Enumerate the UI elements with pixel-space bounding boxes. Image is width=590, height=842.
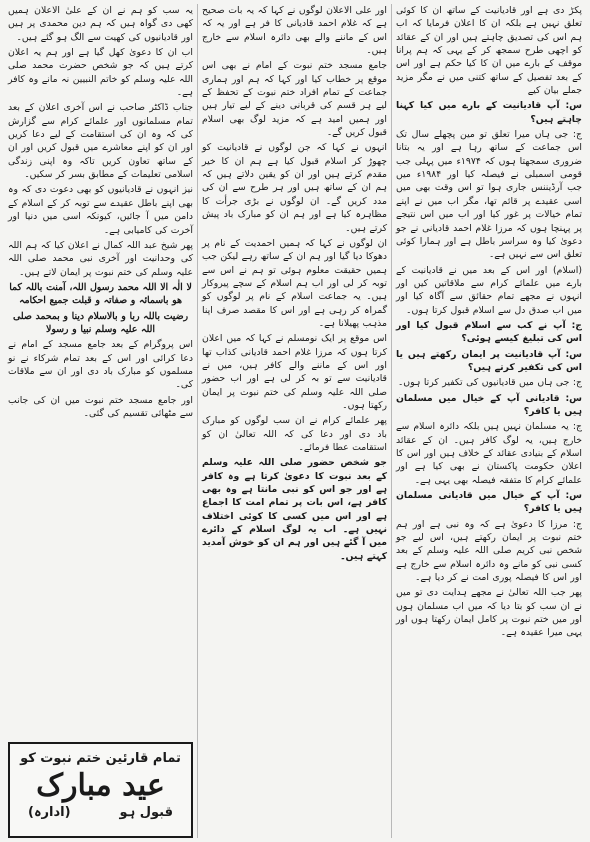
paragraph: پھر شیخ عبد اللہ کمال نے اعلان کیا کہ ہم اللہ کی وحدانیت اور آخری نبی محمد صلی اللہ علیہ وسلم کی ختم نبوت پر ایمان لاتے ہیں۔ bbox=[8, 239, 193, 278]
paragraph: اس پروگرام کے بعد جامع مسجد کے امام نے دعا کرائی اور اس کے بعد تمام شرکاء نے نو مسلموں کو مبارک باد دی اور ان سے ملاقات کی۔ bbox=[8, 339, 193, 391]
eid-greeting-box bbox=[8, 742, 193, 838]
right-column bbox=[392, 4, 586, 838]
paragraph: جناب ڈاکٹر صاحب نے اس آخری اعلان کے بعد تمام مسلمانوں اور علمائے کرام سے گزارش کی کہ وہ ان کی استقامت کے لیے دعا کریں اور ان کو اپنے معاشرے میں قبول کریں اور ان کے ساتھ تعاون کریں تاکہ وہ اپنی زندگی اسلامی تعلیمات کے مطابق بسر کر سکیں۔ bbox=[8, 102, 193, 181]
paragraph: پھر علمائے کرام نے ان سب لوگوں کو مبارک باد دی اور دعا کی کہ اللہ تعالیٰ ان کو استقامت عطا فرمائے۔ bbox=[202, 415, 387, 453]
paragraph: اب ان کا دعویٰ کھل گیا ہے اور ہم یہ اعلان کرتے ہیں کہ جو شخص حضرت محمد صلی اللہ علیہ وسلم کو خاتم النبیین نہ مانے وہ کافر ہے۔ bbox=[8, 47, 193, 99]
paragraph: اور جامع مسجد ختم نبوت میں ان کی جانب سے مٹھائی تقسیم کی گئی۔ bbox=[8, 394, 193, 419]
answer: ج: جی ہاں میں قادیانیوں کی تکفیر کرتا ہوں۔ bbox=[397, 377, 582, 389]
question: س: قادیانی آپ کے خیال میں مسلمان ہیں یا کافر؟ bbox=[396, 392, 582, 417]
paragraph: (اسلام) اور اس کے بعد میں نے قادیانیت کے بارے میں علمائے کرام سے ملاقاتیں کیں اور انہوں نے مجھے تمام حقائق سے آگاہ کیا اور میں اب صدق دل سے اسلام قبول کرتا ہوں۔ bbox=[396, 264, 582, 316]
greeting-accept: قبول ہو bbox=[119, 805, 173, 820]
question: س: آپ قادیانیت پر ایمان رکھتے ہیں یا اس کی تکفیر کرتے ہیں؟ bbox=[396, 348, 582, 373]
greeting-footer bbox=[10, 804, 191, 822]
paragraph: پھر جب اللہ تعالیٰ نے مجھے ہدایت دی تو میں نے ان سب کو بتا دیا کہ میں اب مسلمان ہوں اور میں ختم نبوت پر کامل ایمان رکھتا ہوں اور یہی میرا عقیدہ ہے۔ bbox=[396, 587, 582, 639]
greeting-line-1: تمام قارئین ختم نبوت کو bbox=[20, 751, 181, 766]
kalima-text: رضیت باللہ ربا و بالاسلام دینا و بمحمد صلی اللہ علیہ وسلم نبیا و رسولا bbox=[13, 310, 188, 335]
answer: ج: جی ہاں میرا تعلق تو مین پچھلے سال تک اس جماعت کے ساتھ رہا ہے اور یہ بتانا ضروری سمجھتا ہوں کہ ۱۹۷۴ء میں پہلی جب قومی اسمبلی نے فیصلہ کیا اور ۱۹۸۴ء میں جب آرڈیننس جاری ہوا تو اس وقت بھی میں اسی عقیدے پر قائم تھا، مگر اب میں نے اپنے تمام خیالات پر غور کیا اور اب میں اس نتیجے پر پہنچا ہوں کہ مرزا غلام احمد قادیانی نے جو دعویٰ کیا وہ سراسر باطل ہے اور ہمارا کوئی تعلق اس سے نہیں ہے۔ bbox=[396, 129, 583, 261]
greeting-signature: (ادارہ) bbox=[28, 805, 71, 820]
answer: ج: مرزا کا دعویٰ ہے کہ وہ نبی ہے اور ہم ختم نبوت پر ایمان رکھتے ہیں، اس لیے جو شخص نبی کریم صلی اللہ علیہ وسلم کے بعد کسی نبی کو مانے وہ دائرہ اسلام سے خارج ہے اور اس کا فیصلہ پوری امت نے کر دیا ہے۔ bbox=[396, 518, 582, 584]
question: ج: آپ نے کب سے اسلام قبول کیا اور اس کی تبلیغ کیسے ہوئی؟ bbox=[396, 319, 582, 345]
middle-column bbox=[198, 4, 392, 838]
kalima-text: لا الٰہ الا اللہ محمد رسول اللہ، آمنت باللہ کما ھو باسمائہ و صفاتہ و قبلت جمیع احکامہ bbox=[9, 281, 192, 307]
greeting-title: عید مبارک bbox=[36, 768, 165, 803]
paragraph: نیز انہوں نے قادیانیوں کو بھی دعوت دی کہ وہ بھی اپنے باطل عقیدے سے توبہ کر کے اسلام کے دامن میں آ جائیں، کیونکہ اسی میں دنیا اور آخرت کی کامیابی ہے۔ bbox=[8, 184, 193, 236]
question: س: آپ قادیانیت کے بارے میں کیا کہنا چاہتے ہیں؟ bbox=[396, 100, 582, 125]
answer: ج: یہ مسلمان نہیں ہیں بلکہ دائرہ اسلام سے خارج ہیں، یہ لوگ کافر ہیں۔ ان کے عقائد اسلام کے بنیادی عقائد کے خلاف ہیں اور اس کا اعلان حکومت پاکستان نے بھی کیا ہے اور علمائے کرام کا متفقہ فیصلہ بھی یہی ہے۔ bbox=[396, 421, 582, 486]
paragraph: ان لوگوں نے کہا کہ ہمیں احمدیت کے نام پر دھوکا دیا گیا اور ہم ان کے ساتھ رہے لیکن جب ہمیں حقیقت معلوم ہوئی تو ہم نے اس سے توبہ کر لی اور اب ہم اسلام کے سچے پیروکار ہیں۔ یہ جماعت اسلام کے نام پر لوگوں کو گمراہ کر رہی ہے اور اس کا مقصد صرف اپنا مذہب پھیلانا ہے۔ bbox=[202, 237, 387, 329]
paragraph: یہ سب کو ہم نے ان کے علیٰ الاعلان ہمیں کھی دی گواہ ہیں کہ ہم دین محمدی پر ہیں اور قادیانیوں کی کھیت سے الگ ہو گئے ہیں۔ bbox=[8, 5, 193, 43]
paragraph: اور علی الاعلان لوگوں نے کہا کہ یہ بات صحیح ہے کہ غلام احمد قادیانی کا فر ہے اور یہ کہ اس کے ماننے والے بھی دائرہ اسلام سے خارج ہیں۔ bbox=[202, 5, 387, 57]
paragraph: جو شخص حضور صلی اللہ علیہ وسلم کے بعد نبوت کا دعویٰ کرتا ہے وہ کافر ہے اور جو اس کو نبی مانتا ہے وہ بھی کافر ہے، اس بات پر تمام امت کا اجماع ہے اور اس میں کسی کا کوئی اختلاف نہیں ہے۔ اب یہ لوگ اسلام کے دائرے میں آ گئے ہیں اور ہم ان کو خوش آمدید کہتے ہیں۔ bbox=[202, 457, 387, 562]
paragraph: انہوں نے کہا کہ جن لوگوں نے قادیانیت کو چھوڑ کر اسلام قبول کیا ہے ہم ان کا خیر مقدم کرتے ہیں اور ان کو یقین دلاتے ہیں کہ ہم ان کے ساتھ ہیں اور ہر طرح سے ان کی مدد کریں گے۔ ان لوگوں نے بڑی جرأت کا مظاہرہ کیا ہے اور ہم ان کو مبارک باد پیش کرتے ہیں۔ bbox=[202, 142, 387, 234]
paragraph: اس موقع پر ایک نومسلم نے کہا کہ میں اعلان کرتا ہوں کہ مرزا غلام احمد قادیانی کذاب تھا اور اس کے ماننے والے کافر ہیں، میں نے قادیانیت سے تو بہ کر لی ہے اور اب حضور صلی اللہ علیہ وسلم کی ختم نبوت پر ایمان رکھتا ہوں۔ bbox=[202, 333, 387, 411]
paragraph: پکڑ دی ہے اور قادیانیت کے ساتھ ان کا کوئی تعلق نہیں ہے بلکہ ان کا اعلان فرمایا کہ اب ہم اس کی تصدیق چاہتے ہیں اور ان کے عقائد کو اچھی طرح سمجھ کر کے یہی کہ ہم پرانا موقف کے بارے میں ان کا کیا حکم ہے اور اس کے بعد تفصیل کے ساتھ کتنی میں نے مگر مزید جملے بیان کیے bbox=[396, 5, 582, 97]
question: س: آپ کے خیال میں قادیانی مسلمان ہیں یا کافر؟ bbox=[396, 490, 582, 515]
left-column bbox=[4, 4, 198, 838]
paragraph: جامع مسجد ختم نبوت کے امام نے بھی اس موقع پر خطاب کیا اور کہا کہ ہم اور ہماری جماعت کے تمام افراد ختم نبوت کے تحفظ کے لیے ہر قسم کی قربانی دینے کے لیے تیار ہیں اور ہمیں امید ہے کہ مزید لوگ بھی اسلام قبول کریں گے۔ bbox=[202, 60, 387, 139]
column-container bbox=[4, 4, 586, 838]
